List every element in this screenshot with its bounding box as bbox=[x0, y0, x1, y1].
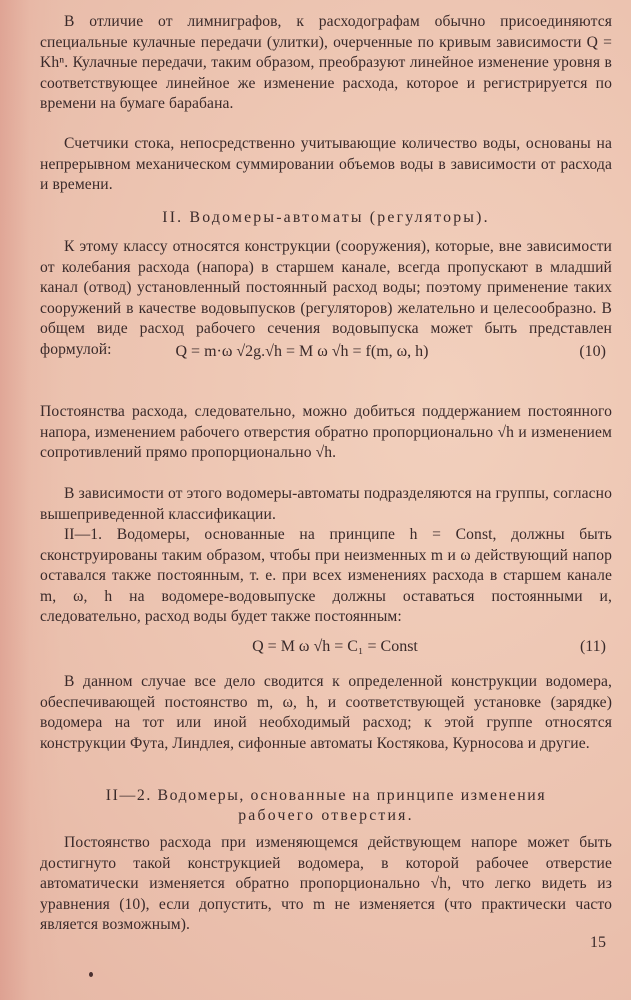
formula-11-expression: Q = M ω √h = C₁ = Const bbox=[252, 638, 418, 655]
formula-10-number: (10) bbox=[579, 343, 606, 360]
formula-11-number: (11) bbox=[579, 638, 606, 655]
paragraph-konstruktsii: В данном случае все дело сводится к определенной конструкции водомера, обеспечивающей постоянство m, ω, h, и соответствующей установке (зарядке) водомера на тот или иной необходимый расход; к этой группе относятся конструкции Фута, Линдлея, сифонные автоматы Костякова, Курносова и другие. bbox=[40, 673, 612, 752]
paragraph-class-definition: К этому классу относятся конструкции (сооружения), которые, вне зависимости от колебания расхода (напора) в старшем канале, всегда пропускают в младший канал (отвод) установленный постоянный расход воды; поэтому применение таких сооружений в качестве водовыпусков (регуляторов) желательно и целесообразно. В общем виде расход рабочего сечения водовыпуска может быть представлен формулой: bbox=[40, 238, 612, 358]
paragraph-raskhodografy: В отличие от лимниграфов, к расходографам обычно присоединяются специальные кулачные передачи (улитки), очерченные по кривым зависимости Q = Khⁿ. Кулачные передачи, таким образом, преобразуют линейное изменение уровня в соответствующее линейное же изменение расхода, которое и регистрируется по времени на бумаге барабана. bbox=[40, 13, 612, 112]
formula-11 bbox=[40, 636, 612, 660]
page-number: 15 bbox=[590, 934, 606, 951]
formula-10 bbox=[40, 341, 612, 365]
paragraph-izmenenie-otverstiya: Постоянство расхода при изменяющемся действующем напоре может быть достигнуто такой конструкцией водомера, в которой рабочее отверстие автоматически изменяется обратно пропорционально √h, что легко видеть из уравнения (10), если допустить, что m не изменяется (что практически часто является возможным). bbox=[40, 834, 612, 933]
formula-10-expression: Q = m·ω √2g.√h = M ω √h = f(m, ω, h) bbox=[175, 343, 429, 360]
section-heading-ii-2-line1: II—2. Водомеры, основанные на принципе изменения bbox=[105, 787, 547, 804]
section-heading-vodomery-avtomaty: II. Водомеры-автоматы (регуляторы). bbox=[162, 209, 490, 226]
paragraph-schetchiki-stoka: Счетчики стока, непосредственно учитывающие количество воды, основаны на непрерывном механическом суммировании объемов воды в зависимости от расхода и времени. bbox=[40, 135, 612, 193]
section-heading-ii-2-line2: рабочего отверстия. bbox=[238, 807, 414, 824]
paragraph-postoyanstva-raskhoda: Постоянства расхода, следовательно, можно добиться поддержанием постоянного напора, изменением рабочего отверстия обратно пропорционально √h и изменением сопротивлений прямо пропорционально √h. bbox=[40, 403, 612, 461]
paragraph-gruppy: В зависимости от этого водомеры-автоматы подразделяются на группы, согласно вышеприведенной классификации. bbox=[40, 485, 612, 523]
paragraph-h-const: II—1. Водомеры, основанные на принципе h = Const, должны быть сконструированы таким образом, чтобы при неизменных m и ω действующий напор оставался также постоянным, т. е. при всех изменениях расхода в старшем канале m, ω, h на водомере-водовыпуске должны оставаться постоянными и, следовательно, расход воды будет также постоянным: bbox=[40, 526, 612, 625]
ink-speck bbox=[89, 972, 93, 977]
